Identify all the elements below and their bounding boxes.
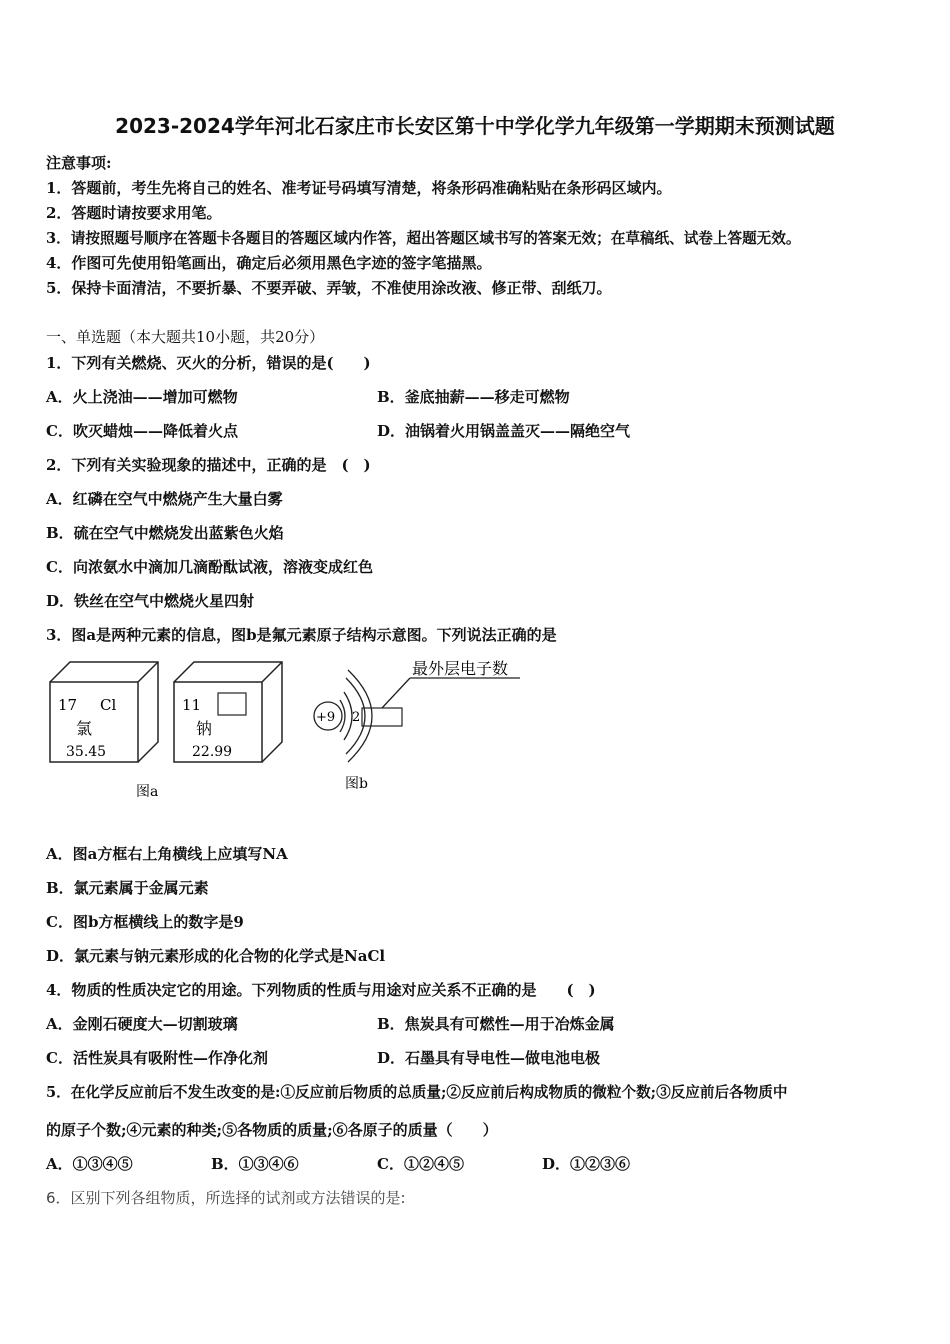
notice-item: 5．保持卡面清洁，不要折暴、不要弄破、弄皱，不准使用涂改液、修正带、刮纸刀。	[46, 279, 612, 297]
question-5-stem-cont: 的原子个数;④元素的种类;⑤各物质的质量;⑥各原子的质量（ ）	[46, 1121, 498, 1139]
q3-option-a: A．图a方框右上角横线上应填写NA	[46, 845, 288, 863]
question-1-stem: 1．下列有关燃烧、灭火的分析，错误的是( )	[46, 354, 371, 372]
question-6-stem: 6．区别下列各组物质，所选择的试剂或方法错误的是:	[46, 1189, 406, 1207]
q4-option-c: C．活性炭具有吸附性—作净化剂	[46, 1049, 268, 1067]
notice-item: 4．作图可先使用铅笔画出，确定后必须用黑色字迹的签字笔描黑。	[46, 254, 492, 272]
caption-b: 图b	[345, 776, 368, 792]
question-4-stem: 4．物质的性质决定它的用途。下列物质的性质与用途对应关系不正确的是 ( )	[46, 981, 596, 999]
q2-option-c: C．向浓氨水中滴加几滴酚酞试液，溶液变成红色	[46, 558, 373, 576]
question-3-stem: 3．图a是两种元素的信息，图b是氟元素原子结构示意图。下列说法正确的是	[46, 626, 557, 644]
cl-atomic-number: 17	[58, 696, 78, 714]
notice-item: 2．答题时请按要求用笔。	[46, 204, 222, 222]
q2-option-a: A．红磷在空气中燃烧产生大量白雾	[46, 490, 283, 508]
notice-item: 1．答题前，考生先将自己的姓名、准考证号码填写清楚，将条形码准确粘贴在条形码区域内。	[46, 179, 672, 197]
notice-item: 3．请按照题号顺序在答题卡各题目的答题区域内作答，超出答题区域书写的答案无效；在草稿纸、试卷上答题无效。	[46, 230, 801, 247]
question-5-stem: 5．在化学反应前后不发生改变的是:①反应前后物质的总质量;②反应前后构成物质的微粒个数;③反应前后各物质中	[46, 1084, 788, 1101]
q5-option-c: C．①②④⑤	[377, 1155, 464, 1173]
q1-option-c: C．吹灭蜡烛——降低着火点	[46, 422, 238, 440]
first-shell-electrons: 2	[352, 710, 361, 725]
page-title: 2023-2024学年河北石家庄市长安区第十中学化学九年级第一学期期末预测试题	[115, 114, 835, 138]
cl-name: 氯	[76, 719, 93, 738]
q1-option-b: B．釜底抽薪——移走可燃物	[377, 388, 570, 406]
q4-option-d: D．石墨具有导电性—做电池电极	[377, 1049, 601, 1067]
q2-option-b: B．硫在空气中燃烧发出蓝紫色火焰	[46, 524, 284, 542]
q3-figure	[40, 650, 540, 810]
caption-a: 图a	[136, 784, 159, 800]
cl-symbol: Cl	[100, 696, 117, 714]
q1-option-d: D．油锅着火用锅盖盖灭——隔绝空气	[377, 422, 631, 440]
notice-heading: 注意事项:	[46, 154, 112, 172]
q4-option-a: A．金刚石硬度大—切割玻璃	[46, 1015, 238, 1033]
q5-option-d: D．①②③⑥	[542, 1155, 631, 1173]
outer-electron-label: 最外层电子数	[412, 659, 509, 678]
q3-option-b: B．氯元素属于金属元素	[46, 879, 209, 897]
q5-option-b: B．①③④⑥	[211, 1155, 299, 1173]
na-atomic-number: 11	[182, 696, 202, 714]
cl-atomic-mass: 35.45	[66, 744, 107, 760]
q4-option-b: B．焦炭具有可燃性—用于冶炼金属	[377, 1015, 615, 1033]
section-heading: 一、单选题（本大题共10小题，共20分）	[46, 328, 325, 346]
q1-option-a: A．火上浇油——增加可燃物	[46, 388, 238, 406]
nucleus-charge: +9	[316, 710, 336, 725]
na-name: 钠	[196, 719, 213, 738]
fluorine-atom-diagram	[314, 670, 520, 762]
question-2-stem: 2．下列有关实验现象的描述中，正确的是 ( )	[46, 456, 371, 474]
q2-option-d: D．铁丝在空气中燃烧火星四射	[46, 592, 255, 610]
q3-option-c: C．图b方框横线上的数字是9	[46, 913, 244, 931]
na-atomic-mass: 22.99	[192, 744, 233, 760]
q5-option-a: A．①③④⑤	[46, 1155, 133, 1173]
q3-option-d: D．氯元素与钠元素形成的化合物的化学式是NaCl	[46, 947, 386, 965]
